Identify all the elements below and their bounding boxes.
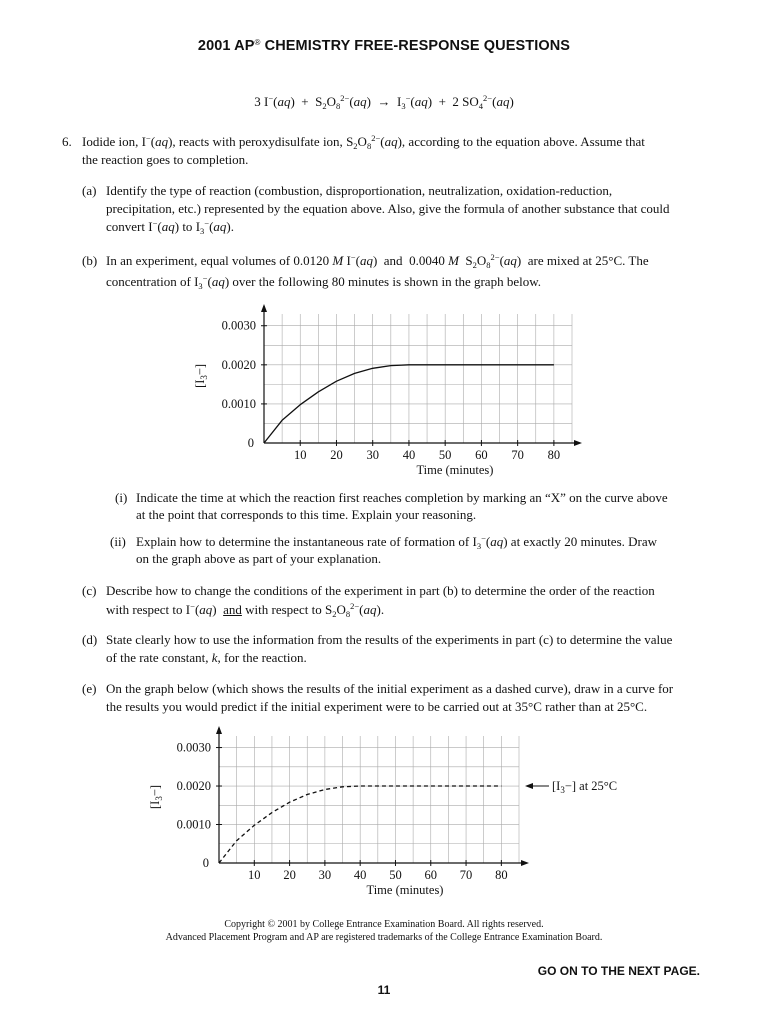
part-d-label: (d) xyxy=(82,632,98,647)
part-b-line-2: concentration of $I_3^-(aq)$ over the following 80 minutes is shown in the graph below. xyxy=(106,273,541,291)
annotation-arrow-icon xyxy=(525,783,533,789)
y-tick-label: 0.0020 xyxy=(221,357,256,372)
reaction-equation: 3 $I^-(aq) + S_2O_8^{2-}(aq) \to I_3^-(aq) + 2$ $SO_4^{2-}(aq)$ xyxy=(254,93,514,111)
x-axis-label: Time (minutes) xyxy=(416,463,494,477)
x-tick-label: 10 xyxy=(293,448,307,462)
part-a-label: (a) xyxy=(82,183,97,198)
y-tick-label: 0.0010 xyxy=(221,396,256,411)
y-tick-label: 0.0030 xyxy=(176,740,211,755)
y-tick-label: 0.0030 xyxy=(221,318,256,333)
x-tick-label: 50 xyxy=(438,448,452,462)
x-tick-label: 40 xyxy=(402,448,416,462)
origin-label: 0 xyxy=(247,436,254,450)
x-axis-arrow-icon xyxy=(521,860,529,866)
x-tick-label: 20 xyxy=(283,868,296,882)
x-tick-label: 70 xyxy=(511,448,524,462)
question-number: 6. xyxy=(62,134,72,149)
x-tick-label: 70 xyxy=(459,868,473,882)
annotation-label: $[I_3-]$ at 25°C xyxy=(552,779,618,796)
part-c-line-2: with respect to I−(aq) and with respect to $S_2O_8^{2-}(aq)$. xyxy=(106,601,385,619)
x-tick-label: 50 xyxy=(389,868,402,882)
part-e-label: (e) xyxy=(82,681,97,696)
part-e-line-1: On the graph below (which shows the results of the initial experiment as a dashed curve), draw in a curve for xyxy=(106,681,674,696)
y-axis-label: $[I_3-]$ xyxy=(193,363,209,388)
y-axis-arrow-icon xyxy=(216,726,222,734)
part-b-i-line-1: Indicate the time at which the reaction first reaches completion by marking an “X” on the curve above xyxy=(136,490,668,505)
part-b-ii-line-1: Explain how to determine the instantaneous rate of formation of $I_3^-(aq)$ at exactly 20 minutes. Draw xyxy=(136,533,658,551)
registered-mark: ® xyxy=(254,38,261,47)
part-a-line-3: convert I−(aq) to $I_3^-(aq)$. xyxy=(106,218,235,236)
x-axis-arrow-icon xyxy=(574,440,582,446)
copyright-notice xyxy=(0,918,768,944)
x-tick-label: 60 xyxy=(424,868,438,882)
part-b-ii-label: (ii) xyxy=(110,534,126,549)
part-a-line-1: Identify the type of reaction (combustion, disproportionation, neutralization, oxidation-reduction, xyxy=(106,183,613,198)
graph-1-concentration-vs-time xyxy=(190,300,590,480)
x-tick-label: 60 xyxy=(475,448,488,462)
question-6-line-2: the reaction goes to completion. xyxy=(82,152,249,167)
page-number: 11 xyxy=(377,983,391,997)
part-b-i-label: (i) xyxy=(115,490,128,505)
part-e-line-2: the results you would predict if the initial experiment were to be carried out at 35°C rather than at 25°C. xyxy=(106,699,648,714)
copyright-line: Copyright © 2001 by College Entrance Examination Board. All rights reserved. xyxy=(224,919,544,930)
y-axis-label: $[I_3-]$ xyxy=(148,784,164,809)
y-axis-arrow-icon xyxy=(261,304,267,312)
question-6-line-1: Iodide ion, I−(aq), reacts with peroxydisulfate ion, $S_2O_8^{2-}(aq)$, according to the equation above. Assume that xyxy=(82,133,645,151)
x-tick-label: 40 xyxy=(353,868,367,882)
part-b-ii-line-2: on the graph above as part of your explanation. xyxy=(136,551,382,566)
part-a-line-2: precipitation, etc.) represented by the equation above. Also, give the formula of another substance that could xyxy=(106,201,670,216)
trademark-line: Advanced Placement Program and AP are registered trademarks of the College Entrance Examination Board. xyxy=(165,932,603,943)
x-axis-label: Time (minutes) xyxy=(366,883,444,897)
y-tick-label: 0.0020 xyxy=(176,779,211,794)
x-tick-label: 20 xyxy=(330,448,343,462)
x-tick-label: 30 xyxy=(366,448,379,462)
part-b-line-1: In an experiment, equal volumes of 0.0120 M I−(aq) and 0.0040 M $S_2O_8^{2-}(aq)$ are mixed at 25°C. The xyxy=(106,252,649,270)
x-tick-label: 30 xyxy=(318,868,332,882)
y-tick-label: 0.0010 xyxy=(176,817,211,832)
part-d-line-1: State clearly how to use the information from the results of the experiments in part (c) to determine the value xyxy=(106,632,673,647)
title-text-rest: CHEMISTRY FREE-RESPONSE QUESTIONS xyxy=(260,38,571,54)
part-d-line-2: of the rate constant, k, for the reaction. xyxy=(106,650,307,665)
x-tick-label: 80 xyxy=(495,868,508,882)
x-tick-label: 10 xyxy=(248,868,261,882)
page-title xyxy=(0,38,768,54)
part-b-i-line-2: at the point that corresponds to this time. Explain your reasoning. xyxy=(136,507,477,522)
x-tick-label: 80 xyxy=(547,448,561,462)
part-b-label: (b) xyxy=(82,253,98,268)
part-c-line-1: Describe how to change the conditions of the experiment in part (b) to determine the order of the reaction xyxy=(106,583,655,598)
origin-label: 0 xyxy=(202,856,209,870)
go-on-next-page: GO ON TO THE NEXT PAGE. xyxy=(537,964,700,978)
title-text: 2001 AP xyxy=(197,38,255,54)
graph-2-concentration-vs-time-25C xyxy=(140,724,640,902)
part-c-label: (c) xyxy=(82,583,97,598)
